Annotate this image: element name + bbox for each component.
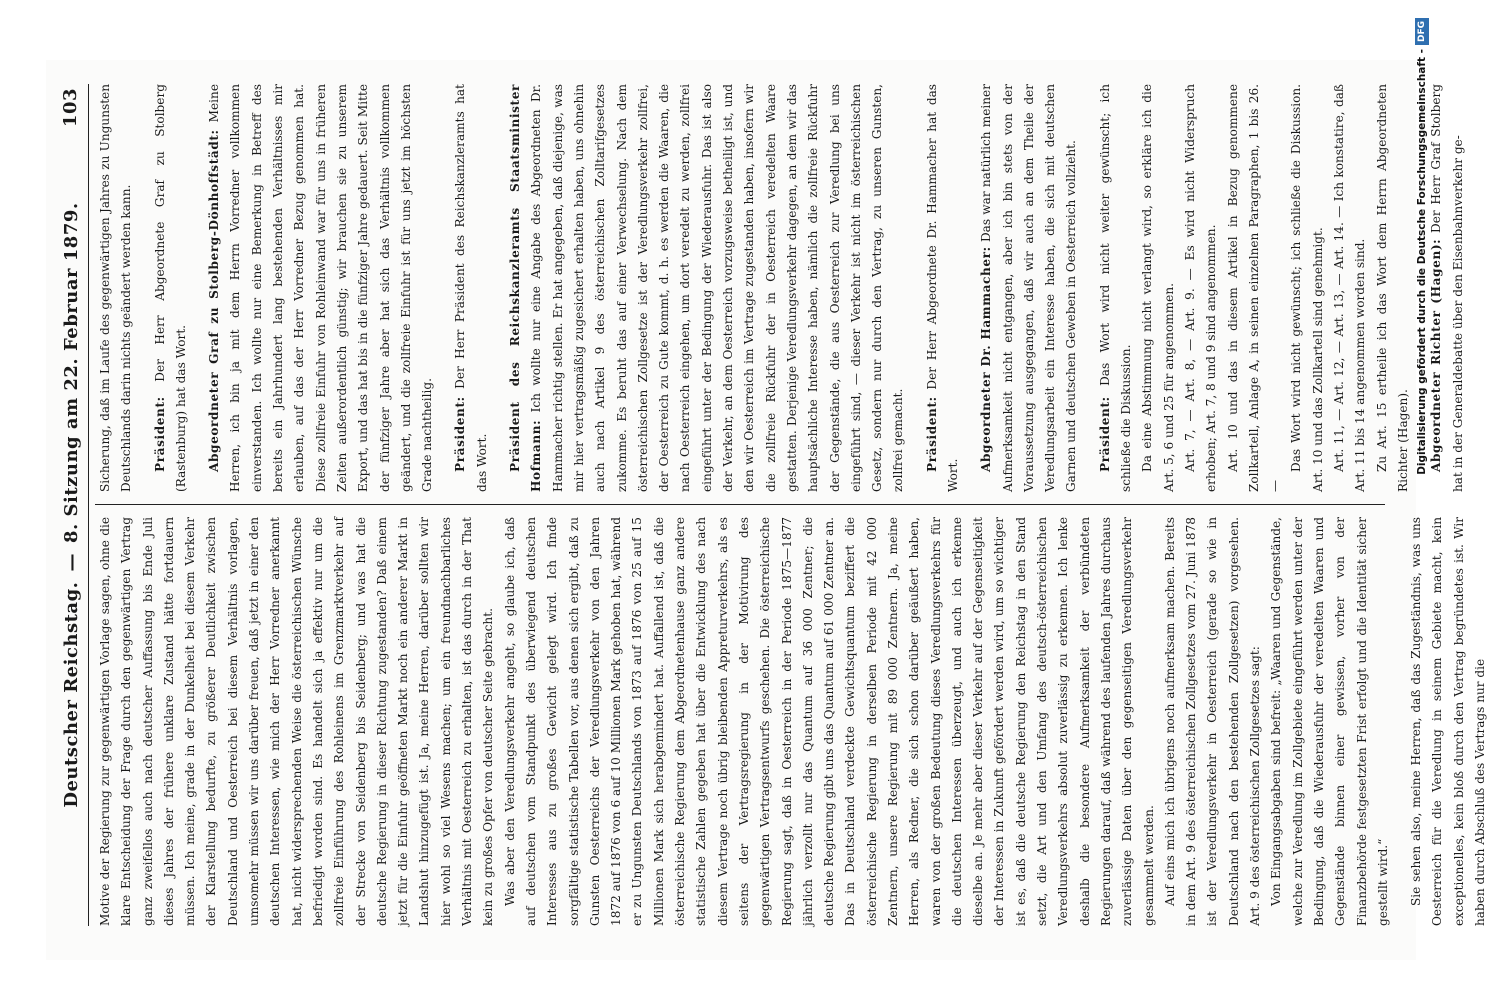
dfg-footer [1413, 18, 1431, 978]
paragraph [1329, 84, 1372, 492]
paragraph [505, 84, 910, 492]
dfg-logo: DFG [1415, 18, 1429, 45]
header-title: Deutscher Reichstag. [60, 581, 82, 808]
header-session: 8. Sitzung am 22. Februar 1879. [60, 202, 82, 544]
paragraph [1137, 84, 1180, 492]
speaker-label: Präsident: [152, 396, 167, 472]
paragraph [95, 517, 500, 926]
paragraph-text: Da eine Abstimmung nicht verlangt wird, so erkläre ich die Art. 5, 6 und 25 für angenommen. [1140, 84, 1176, 492]
paragraph-text: Art. 11, — Art. 12, — Art. 13, — Art. 14. — Ich konstatire, daß Art. 11 bis 14 angenommen worden sind. [1332, 84, 1368, 492]
paragraph [150, 84, 193, 492]
paragraph-text: Der Herr Abgeordnete Graf zu Stolberg (Rastenburg) hat das Wort. [152, 84, 188, 492]
paragraph [1426, 84, 1469, 492]
paragraph [922, 84, 965, 492]
paragraph-text: Auf eins mich ich übrigens noch aufmerksam machen. Bereits in dem Art. 9 des österreichischen Zollgesetzes vom 27. Juni 1878 ist der Veredlungsverkehr in Oesterreich (gerade so wie in Deutschland nach den bestehenden Zollgesetzen) vorgesehen. Art. 9 des österreichischen Zollgesetzes sagt: [1162, 517, 1263, 926]
paragraph-text: Der Herr Präsident des Reichskanzleramts hat das Wort. [453, 84, 489, 492]
paragraph-text: Das war natürlich meiner Aufmerksamkeit nicht entgangen, aber ich bin stets von der Voraussetzung ausgegangen, daß wir auch an dem Theile der Veredlungsarbeit ein Interesse haben, die sich mit deutschen Garnen und deutschen Geweben in Oesterreich vollzieht. [979, 84, 1079, 492]
paragraph-text: Art. 7, — Art. 8, — Art. 9. — Es wird nicht Widerspruch erhoben; Art. 7, 8 und 9 sind angenommen. [1182, 84, 1219, 492]
paragraph [204, 84, 438, 492]
paragraph [95, 84, 138, 492]
paragraph-text: Sicherung, daß im Laufe des gegenwärtigen Jahres zu Ungunsten Deutschlands darin nichts geändert werden kann. [98, 84, 134, 492]
footer-text: Digitalisierung gefördert durch die Deutsche Forschungsgemeinschaft - [1416, 49, 1428, 475]
speaker-label: Präsident des Reichskanzleramts Staatsminister Hofmann: [508, 84, 544, 492]
paragraph [1266, 517, 1394, 926]
paragraph-text: Das Wort wird nicht weiter gewünscht; ich schließe die Diskussion. [1097, 84, 1134, 492]
page-number: 103 [60, 88, 81, 128]
paragraph [450, 84, 493, 492]
speaker-label: Abgeordneter Dr. Hammacher: [979, 246, 994, 472]
paragraph [1180, 84, 1223, 492]
paragraph [1223, 84, 1287, 492]
speaker-label: Präsident: [1097, 396, 1112, 472]
paragraph [500, 517, 1160, 926]
paragraph-text: Ich wollte nur eine Angabe des Abgeordneten Dr. Hammacher richtig stellen. Er hat angegeben, daß diejenige, was mir hier vertragsmäßig zugesichert erhalten haben, uns ohnehin auch nach Artikel 9 des österreichischen Zolltarifgesetzes zukomme. Es beruht das auf einer Verwechselung. Nach dem österreichischen Zollgesetze ist der Veredlungsverkehr zollfrei, der Oesterreich zu Gute kommt, d. h. es werden die Waaren, die nach Oesterreich eingehen, um dort veredelt zu werden, zollfrei eingeführt unter der Bedingung der Wiederausfuhr. Das ist also der Verkehr, an dem Oesterreich vorzugsweise betheiligt ist, und den wir Oesterreich im Vertrage zugestanden haben, insofern wir die zollfreie Rückfuhr der in Oesterreich veredelten Waare gestatten. Derjenige Veredlungsverkehr dagegen, an dem wir das hauptsächliche Interesse haben, nämlich die zollfreie Rückfuhr der Gegenstände, die aus Oesterreich zur Veredlung bei uns eingeführt sind, — dieser Verkehr ist nicht im österreichischen Gesetz, sondern nur durch den Vertrag, zu unseren Gunsten, zollfrei gemacht. [529, 84, 906, 492]
speaker-label: Abgeordneter Graf zu Stolberg-Dönhoffstädt: [207, 129, 222, 472]
paragraph-text: Der Herr Graf Stolberg hat in der Generaldebatte über den Eisenbahnverkehr ge- [1429, 84, 1465, 492]
paragraph [976, 84, 1082, 492]
paragraph-text: Meine Herren, ich bin ja mit dem Herrn Vorredner vollkommen einverstanden. Ich wollte nur eine Bemerkung in Betreff des bereits ein Jahrhundert lang bestehenden Verhältnisses mir erlauben, auf das der Herr Vorredner Bezug genommen hat. Diese zollfreie Einfuhr von Rohleinwand war für uns in früheren Zeiten außerordentlich günstig; wir brauchen sie zu unserem Export, und das hat bis in die fünfziger Jahre gedauert. Seit Mitte der fünfziger Jahre aber hat sich das Verhältnis vollkommen geändert, und die zollfreie Einfuhr ist für uns jetzt im höchsten Grade nachtheilig. [207, 84, 435, 492]
paragraph-text: Der Herr Abgeordnete Dr. Hammacher hat das Wort. [924, 84, 960, 492]
paragraph-text: Zu Art. 15 ertheile ich das Wort dem Herrn Abgeordneten Richter (Hagen). [1374, 84, 1410, 492]
paragraph-text: Von Eingangsabgaben sind befreit: „Waaren und Gegenstände, welche zur Veredlung im Zollgebiete eingeführt werden unter der Bedingung, daß die Wiederausfuhr der veredelten Waaren und Gegenstände binnen einer gewissen, vorher von der Finanzbehörde festgesetzten Frist erfolgt und die Identität sicher gestellt wird.“ [1269, 517, 1390, 926]
running-head [54, 84, 88, 926]
paragraph-text: Motive der Regierung zur gegenwärtigen Vorlage sagen, ohne die klare Entscheidung der Frage durch den gegenwärtigen Vertrag ganz zweifellos auch nach deutscher Auffassung bis Ende Juli dieses Jahres der frühere unklare Zustand hätte fortdauern müssen. Ich meine, grade in der Dunkelheit bei diesem Verkehr der Klarstellung bedurfte, zu größerer Deutlichkeit zwischen Deutschland und Oesterreich bei diesem Verhältnis vorlagen, umsomehr müssen wir uns darüber freuen, daß jetzt in einer den deutschen Interessen, wie mich der Herr Vorredner anerkannt hat, nicht widersprechenden Weise die österreichischen Wünsche befriedigt worden sind. Es handelt sich ja effektiv nur um die zollfreie Einführung des Rohleinens im Grenzmarktverkehr auf der Strecke von Seidenberg bis Seidenberg; und was hat die deutsche Regierung in dieser Richtung zugestanden? Daß einem jetzt für die Einfuhr geöffneten Markt noch ein anderer Markt in Landshut hinzugefügt ist. Ja, meine Herren, darüber sollten wir hier wohl so viel Wesens machen; um ein freundnachbarliches Verhältnis mit Oesterreich zu erhalten, ist das durch in der That kein zu großes Opfer von deutscher Seite gebracht. [98, 517, 496, 926]
header-title-line: Deutscher Reichstag.—8. Sitzung am 22. Februar 1879. [60, 202, 82, 808]
paragraph [1095, 84, 1138, 492]
paragraph-text: Das Wort wird nicht gewünscht; ich schließe die Diskussion. Art. 10 und das Zollkartell sind genehmigt. [1289, 84, 1325, 492]
speaker-label: Präsident: [453, 396, 468, 472]
paragraph-text: Was aber den Veredlungsverkehr angeht, so glaube ich, daß auf deutschen vom Standpunkt des überwiegend deutschen Interesses aus zu großes Gewicht gelegt wird. Ich finde sorgfältige statistische Tabellen vor, aus denen sich ergibt, daß zu Gunsten Oesterreichs der Veredlungsverkehr von den Jahren 1872 auf 1876 von 6 auf 10 Millionen Mark gehoben hat, während er zu Ungunsten Deutschlands von 1873 auf 1876 von 25 auf 15 Millionen Mark sich herabgemindert hat. Auffallend ist, daß die österreichische Regierung dem Abgeordnetenhause ganz andere statistische Zahlen gegeben hat über die Entwicklung des nach diesem Vertrage noch übrig bleibenden Appreturverkehrs, als es seitens der Vertragsregierung in der Motivirung des gegenwärtigen Vertragsentwurfs geschehen. Die österreichische Regierung sagt, daß in Oesterreich in der Periode 1875—1877 jährlich verzollt nur das Quantum auf 36 000 Zentner; die deutsche Regierung gibt uns das Quantum auf 61 000 Zentner an. Das in Deutschland verdeckte Gewichtsquantum beziffert die österreichische Regierung in derselben Periode mit 42 000 Zentnern, unsere Regierung mit 89 000 Zentnern. Ja, meine Herren, als Redner, die sich schon darüber geäußert haben, waren von der großen Bedeutung dieses Veredlungsverkehrs für die deutschen Interessen überzeugt, und auch ich erkenne dieselbe an. Je mehr aber dieser Verkehr auf der Gegenseitigkeit der Interessen in Zukunft gefördert werden wird, um so wichtiger ist es, daß die deutsche Regierung den Reichstag in den Stand setzt, die Art und den Umfang des deutsch-österreichischen Veredlungsverkehrs absolut zuverlässig zu erkennen. Ich lenke deshalb die besondere Aufmerksamkeit der verbündeten Regierungen darauf, daß während des laufenden Jahres durchaus zuverlässige Daten über den gegenseitigen Veredlungsverkehr gesammelt werden. [502, 517, 1156, 926]
paragraph [1286, 84, 1329, 492]
paragraph-text: Sie sehen also, meine Herren, daß das Zugeständnis, was uns Oesterreich für die Veredlung in seinem Gebiete macht, kein exceptionelles, kein bloß durch den Vertrag begründetes ist. Wir haben durch Abschluß des Vertrags nur die [1409, 517, 1487, 926]
left-column [95, 505, 1487, 926]
speaker-label: Abgeordneter Richter (Hagen): [1429, 238, 1444, 472]
paragraph [1160, 517, 1266, 926]
speaker-label: Präsident: [924, 396, 939, 472]
paragraph-text: Art. 10 und das in diesem Artikel in Bezug genommene Zollkartell, Anlage A, in seinen einzelnen Paragraphen, 1 bis 26. — [1225, 84, 1283, 492]
paragraph [1372, 84, 1415, 492]
header-rule [88, 84, 89, 926]
